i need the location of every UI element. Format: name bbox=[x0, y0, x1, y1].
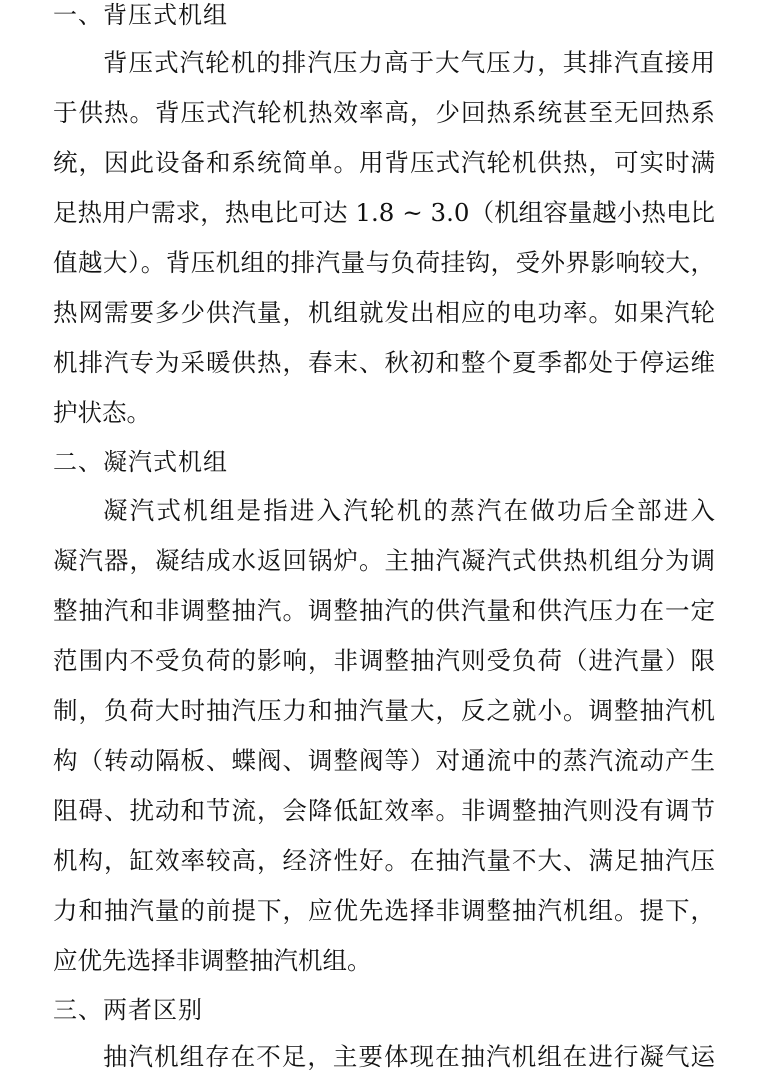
paragraph-line: 统，因此设备和系统简单。用背压式汽轮机供热，可实时满 bbox=[53, 148, 715, 177]
paragraph-line: 构（转动隔板、蝶阀、调整阀等）对通流中的蒸汽流动产生 bbox=[53, 746, 715, 775]
paragraph-line: 整抽汽和非调整抽汽。调整抽汽的供汽量和供汽压力在一定 bbox=[53, 596, 715, 625]
paragraph-line: 范围内不受负荷的影响，非调整抽汽则受负荷（进汽量）限 bbox=[53, 646, 715, 675]
paragraph-line: 背压式汽轮机的排汽压力高于大气压力，其排汽直接用 bbox=[103, 48, 715, 77]
section-heading-condensing: 二、凝汽式机组 bbox=[53, 448, 228, 476]
paragraph-line: 足热用户需求，热电比可达 1.8 ~ 3.0（机组容量越小热电比 bbox=[53, 198, 715, 227]
section-paragraph-condensing bbox=[53, 486, 715, 986]
section-paragraph-backpressure bbox=[53, 38, 715, 438]
paragraph-line: 抽汽机组存在不足，主要体现在抽汽机组在进行凝气运 bbox=[103, 1042, 715, 1071]
paragraph-line: 阻碍、扰动和节流，会降低缸效率。非调整抽汽则没有调节 bbox=[53, 796, 715, 825]
paragraph-line: 凝汽器，凝结成水返回锅炉。主抽汽凝汽式供热机组分为调 bbox=[53, 546, 715, 575]
paragraph-line: 于供热。背压式汽轮机热效率高，少回热系统甚至无回热系 bbox=[53, 98, 715, 127]
section-paragraph-differences bbox=[53, 1032, 715, 1073]
paragraph-line: 凝汽式机组是指进入汽轮机的蒸汽在做功后全部进入 bbox=[103, 496, 715, 525]
paragraph-line: 制，负荷大时抽汽压力和抽汽量大，反之就小。调整抽汽机 bbox=[53, 696, 715, 725]
paragraph-line: 机排汽专为采暖供热，春末、秋初和整个夏季都处于停运维 bbox=[53, 348, 715, 377]
paragraph-line: 护状态。 bbox=[53, 398, 151, 427]
paragraph-line: 热网需要多少供汽量，机组就发出相应的电功率。如果汽轮 bbox=[53, 298, 715, 327]
section-heading-backpressure: 一、背压式机组 bbox=[53, 1, 228, 29]
section-heading-differences: 三、两者区别 bbox=[53, 996, 203, 1024]
paragraph-line: 值越大）。背压机组的排汽量与负荷挂钩，受外界影响较大， bbox=[53, 248, 715, 277]
paragraph-line: 机构，缸效率较高，经济性好。在抽汽量不大、满足抽汽压 bbox=[53, 846, 715, 875]
paragraph-line: 力和抽汽量的前提下，应优先选择非调整抽汽机组。提下， bbox=[53, 896, 715, 925]
paragraph-line: 应优先选择非调整抽汽机组。 bbox=[53, 946, 372, 975]
